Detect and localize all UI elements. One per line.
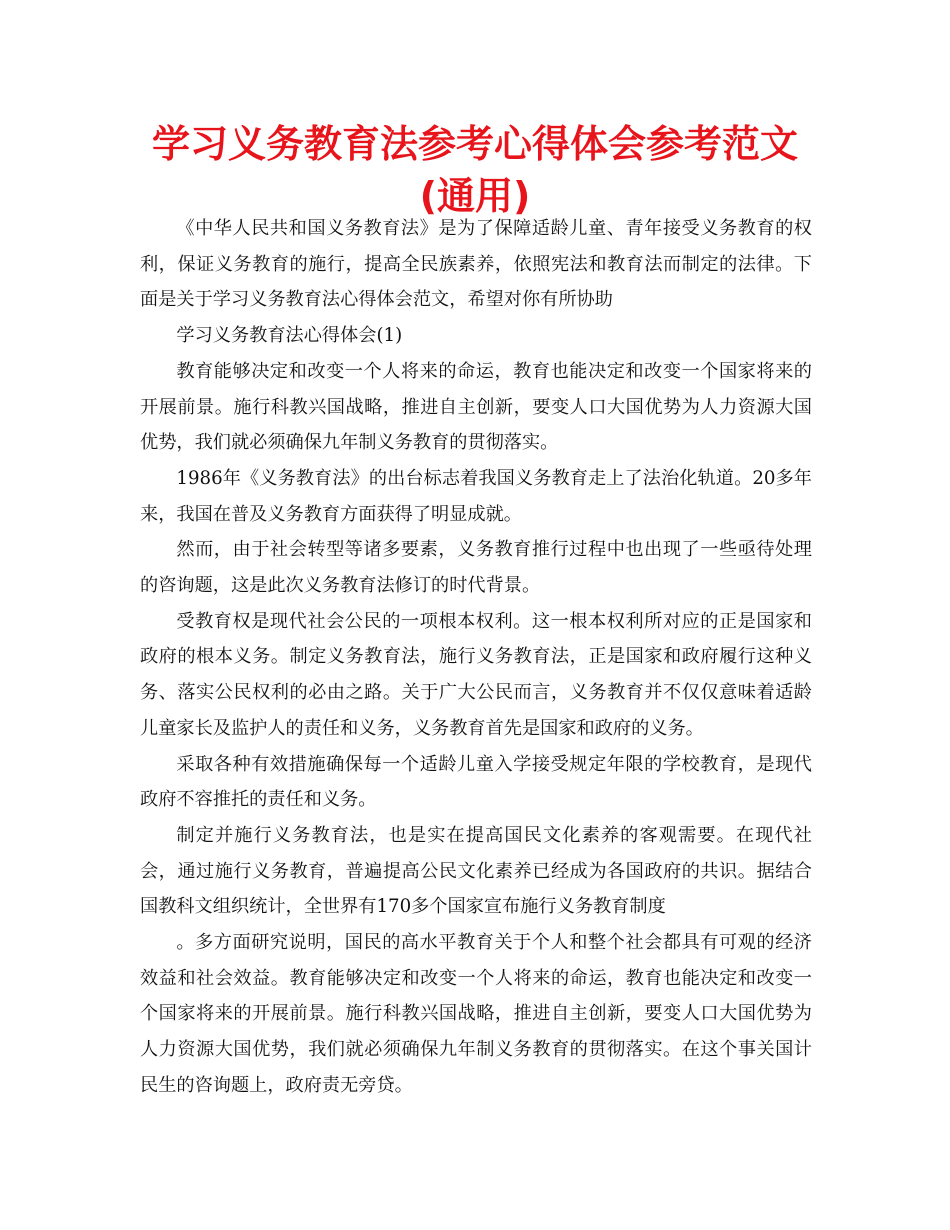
paragraph: 。多方面研究说明，国民的高水平教育关于个人和整个社会都具有可观的经济效益和社会效益。教育能够决定和改变一个人将来的命运，教育也能决定和改变一个国家将来的开展前景。施行科教兴国战略，推进自主创新，要变人口大国优势为人力资源大国优势，我们就必须确保九年制义务教育的贯彻落实。在这个事关国计民生的咨询题上，政府责无旁贷。	[140, 932, 812, 1096]
paragraph: 受教育权是现代社会公民的一项根本权利。这一根本权利所对应的正是国家和政府的根本义务。制定义务教育法，施行义务教育法，正是国家和政府履行这种义务、落实公民权利的必由之路。关于广大公民而言，义务教育并不仅仅意味着适龄儿童家长及监护人的责任和义务，义务教育首先是国家和政府的义务。	[140, 610, 812, 739]
document-body	[140, 211, 812, 1104]
section-heading: 学习义务教育法心得体会(1)	[176, 325, 403, 347]
paragraph: 然而，由于社会转型等诸多要素，义务教育推行过程中也出现了一些亟待处理的咨询题，这是此次义务教育法修订的时代背景。	[140, 539, 812, 597]
paragraph: 1986年《义务教育法》的出台标志着我国义务教育走上了法治化轨道。20多年来，我国在普及义务教育方面获得了明显成就。	[140, 467, 812, 525]
paragraph: 制定并施行义务教育法，也是实在提高国民文化素养的客观需要。在现代社会，通过施行义务教育，普遍提高公民文化素养已经成为各国政府的共识。据结合国教科文组织统计，全世界有170多个国家宣布施行义务教育制度	[140, 824, 812, 918]
paragraph-intro: 《中华人民共和国义务教育法》是为了保障适龄儿童、青年接受义务教育的权利，保证义务教育的施行，提高全民族素养，依照宪法和教育法而制定的法律。下面是关于学习义务教育法心得体会范文，希望对你有所协助	[140, 218, 812, 311]
paragraph: 教育能够决定和改变一个人将来的命运，教育也能决定和改变一个国家将来的开展前景。施行科教兴国战略，推进自主创新，要变人口大国优势为人力资源大国优势，我们就必须确保九年制义务教育的贯彻落实。	[140, 360, 812, 454]
document-title: 学习义务教育法参考心得体会参考范文(通用)	[151, 122, 798, 218]
paragraph: 采取各种有效措施确保每一个适龄儿童入学接受规定年限的学校教育，是现代政府不容推托的责任和义务。	[140, 753, 812, 811]
